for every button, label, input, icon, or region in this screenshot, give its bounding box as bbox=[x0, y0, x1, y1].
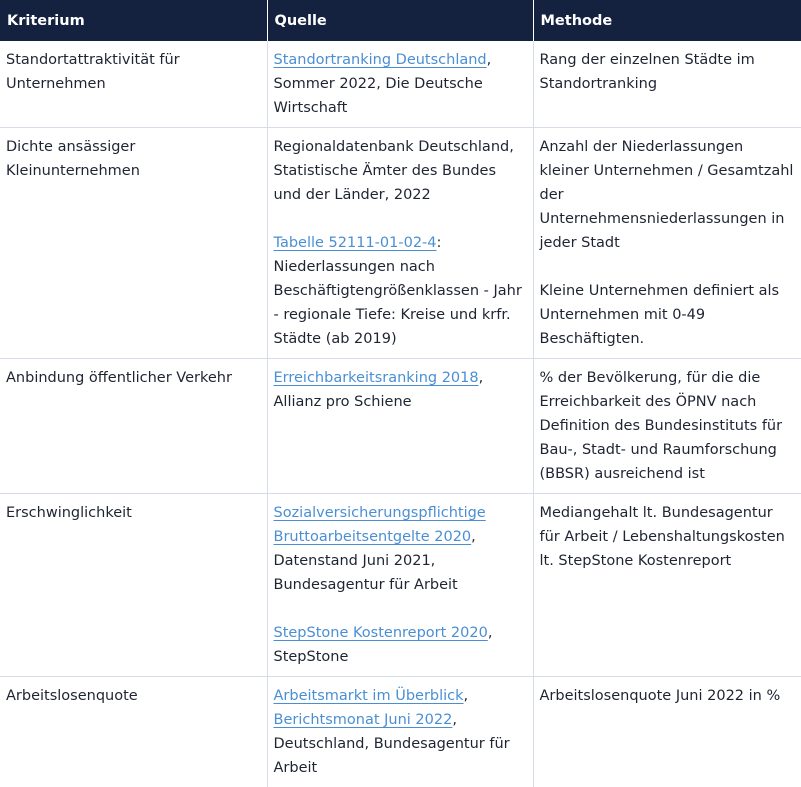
quelle-cell: Sozialversicherungspflichtige Bruttoarbeitsentgelte 2020, Datenstand Juni 2021, Bundesagentur für Arbeit StepStone Kostenreport 2020, StepStone bbox=[267, 494, 533, 677]
header-quelle: Quelle bbox=[267, 0, 533, 41]
methode-cell: Anzahl der Niederlassungen kleiner Unternehmen / Gesamtzahl der Unternehmensniederlassungen in jeder Stadt Kleine Unternehmen definiert als Unternehmen mit 0-49 Beschäftigten. bbox=[533, 128, 801, 359]
header-row bbox=[0, 0, 801, 41]
source-link[interactable]: Standortranking Deutschland bbox=[274, 52, 487, 68]
methode-cell: Rang der einzelnen Städte im Standortranking bbox=[533, 41, 801, 128]
kriterium-cell: Arbeitslosenquote bbox=[0, 677, 267, 787]
methode-cell: Mediangehalt lt. Bundesagentur für Arbeit / Lebenshaltungskosten lt. StepStone Kostenreport bbox=[533, 494, 801, 677]
table-row bbox=[0, 128, 801, 359]
table-row bbox=[0, 677, 801, 787]
source-link[interactable]: Sozialversicherungspflichtige Bruttoarbeitsentgelte 2020 bbox=[274, 505, 486, 545]
methode-cell: Arbeitslosenquote Juni 2022 in % bbox=[533, 677, 801, 787]
table-row bbox=[0, 41, 801, 128]
kriterium-cell: Dichte ansässiger Kleinunternehmen bbox=[0, 128, 267, 359]
quelle-cell: Standortranking Deutschland, Sommer 2022, Die Deutsche Wirtschaft bbox=[267, 41, 533, 128]
source-link[interactable]: Erreichbarkeitsranking 2018 bbox=[274, 370, 479, 386]
quelle-cell: Erreichbarkeitsranking 2018, Allianz pro Schiene bbox=[267, 359, 533, 494]
kriterium-cell: Erschwinglichkeit bbox=[0, 494, 267, 677]
header-methode: Methode bbox=[533, 0, 801, 41]
header-kriterium: Kriterium bbox=[0, 0, 267, 41]
source-link[interactable]: Tabelle 52111-01-02-4 bbox=[274, 235, 437, 251]
source-link[interactable]: StepStone Kostenreport 2020 bbox=[274, 625, 488, 641]
source-link[interactable]: Arbeitsmarkt im Überblick bbox=[274, 688, 464, 704]
kriterium-cell: Standortattraktivität für Unternehmen bbox=[0, 41, 267, 128]
kriterium-cell: Anbindung öffentlicher Verkehr bbox=[0, 359, 267, 494]
quelle-cell: Arbeitsmarkt im Überblick, Berichtsmonat Juni 2022, Deutschland, Bundesagentur für Arbeit bbox=[267, 677, 533, 787]
methode-cell: % der Bevölkerung, für die die Erreichbarkeit des ÖPNV nach Definition des Bundesinstituts für Bau-, Stadt- und Raumforschung (BBSR) ausreichend ist bbox=[533, 359, 801, 494]
table-row bbox=[0, 494, 801, 677]
quelle-cell: Regionaldatenbank Deutschland, Statistische Ämter des Bundes und der Länder, 2022 Tabelle 52111-01-02-4: Niederlassungen nach Beschäftigtengrößenklassen - Jahr - regionale Tiefe: Kreise und krfr. Städte (ab 2019) bbox=[267, 128, 533, 359]
source-link[interactable]: Berichtsmonat Juni 2022 bbox=[274, 712, 453, 728]
table-row bbox=[0, 359, 801, 494]
